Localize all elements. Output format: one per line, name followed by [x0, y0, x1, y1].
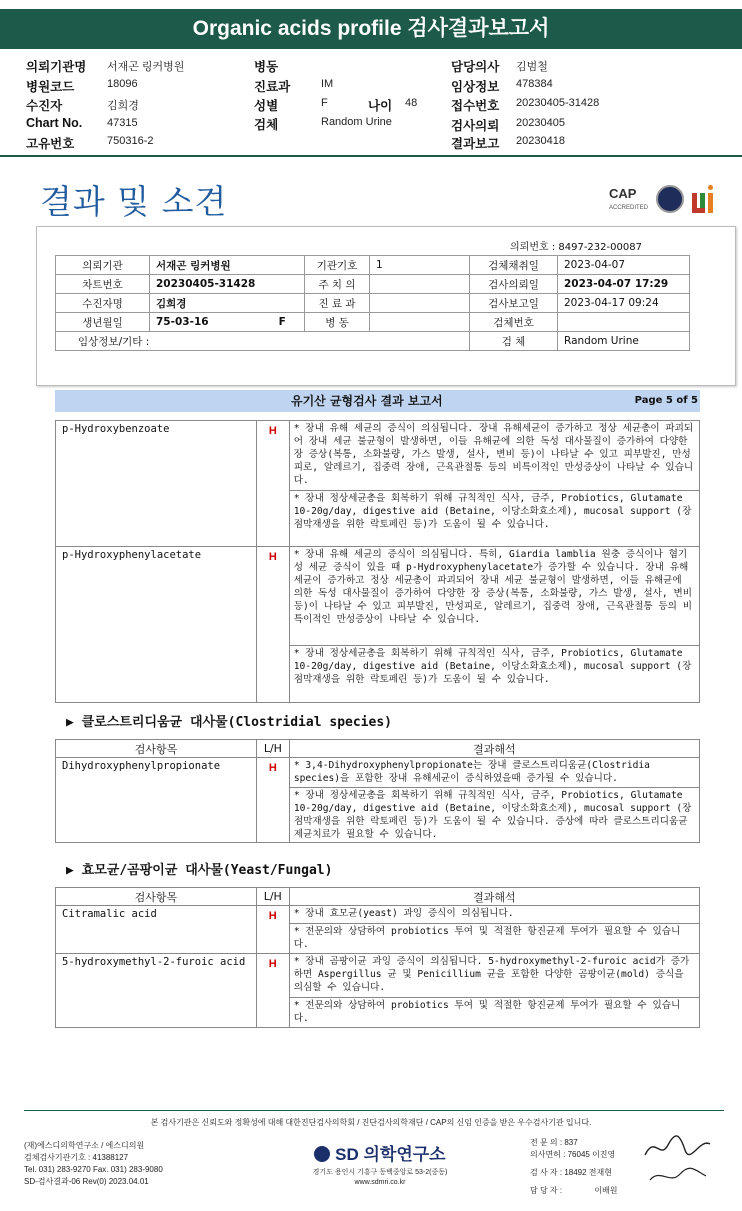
interpretation-text: * 장내 곰팡이균 과잉 증식이 의심됩니다. 5-hydroxymethyl-2-furoic acid가 증가하면 Aspergillus 균 및 Penicillium 균을 포함한 다양한 곰팡이균(mold) 증식을 의심할 수 있습니다. — [289, 954, 699, 998]
header-value: 김희경 — [107, 100, 139, 112]
age-value: 48 — [405, 97, 418, 109]
header-label: 접수번호 — [451, 99, 500, 113]
report-title: 유기산 균형검사 결과 보고서 — [291, 394, 443, 408]
clostridia-section-title: ▶ 클로스트리디움균 대사물(Clostridial species) — [66, 715, 392, 730]
recommendation-text: * 전문의와 상담하여 probiotics 투여 및 적절한 항진균제 투여가 필요할 수 있습니다. — [289, 998, 699, 1028]
header-value: 20230418 — [516, 135, 565, 147]
header-value: 47315 — [107, 117, 138, 129]
info-label: 주 치 의 — [305, 275, 370, 294]
header-divider — [0, 155, 742, 157]
col-header: L/H — [256, 888, 289, 906]
staff-value: 837 — [564, 1138, 578, 1147]
header-value: 750316-2 — [107, 135, 154, 147]
interpretation-text: * 장내 효모균(yeast) 과잉 증식이 의심됩니다. — [289, 906, 699, 924]
info-value: 20230405-31428 — [150, 275, 305, 294]
info-label: 수진자명 — [56, 294, 150, 313]
header-label: 임상정보 — [451, 80, 500, 94]
header-label: 수진자 — [26, 99, 63, 113]
signature-icon — [640, 1130, 720, 1190]
info-label: 기관기호 — [305, 256, 370, 275]
info-label: 생년월일 — [56, 313, 150, 332]
col-header: 결과해석 — [289, 888, 699, 906]
recommendation-text: * 장내 정상세균총을 회복하기 위해 규칙적인 식사, 금주, Probiotics, Glutamate 10-20g/day, digestive aid (Betaine, 이당소화효소제), mucosal support (장점막재생을 위한 락토페린 등)가 도움이 될 수 있습니다. — [289, 491, 699, 547]
recommendation-text: * 장내 정상세균총을 회복하기 위해 규칙적인 식사, 금주, Probiotics, Glutamate 10-20g/day, digestive aid (Betaine, 이당소화효소제), mucosal support (장점막재생을 위한 락토페린 등)가 도움이 될 수 있습니다. — [289, 646, 699, 703]
info-value: 2023-04-07 — [558, 256, 690, 275]
info-value — [370, 275, 470, 294]
age-label: 나이 — [368, 99, 393, 113]
page-indicator: Page 5 of 5 — [634, 395, 698, 406]
section-title: 결과 및 소견 — [40, 182, 228, 221]
header-label: 담당의사 — [451, 60, 500, 74]
info-label: 검사의뢰일 — [470, 275, 558, 294]
header-value: F — [321, 97, 328, 109]
col-header: 검사항목 — [56, 740, 257, 758]
flag-high: H — [256, 906, 289, 954]
interpretation-text: * 장내 유해 세균의 증식이 의심됩니다. 특히, Giardia lamblia 원충 증식이나 혐기성 세균 증식이 있을 때 p-Hydroxyphenylacetate가 증가할 수 있습니다. 장내 유해세균이 증가하고 정상 세균총이 파괴되어 장내 세균 불균형이 발생하면, 이들 유해균에 의한 독성 대사물질이 증가하여 다양한 장 증상(복통, 소화불량, 가스 발생, 설사, 변비 등)이 나타날 수 있고 피부발진, 만성피로, 알레르기, 집중력 장애, 근육관절통 등의 비특이적인 만성증상이 나타날 수 있습니다. — [289, 547, 699, 646]
sex-value: F — [278, 316, 286, 328]
header-value: 20230405-31428 — [516, 97, 600, 109]
header-value: 서재곤 링커병원 — [107, 61, 185, 73]
header-value: 478384 — [516, 78, 553, 90]
header-label: 검사의뢰 — [451, 119, 500, 133]
info-value: 김희경 — [150, 294, 305, 313]
brand-address: 경기도 용인시 기흥구 동백중앙로 53-2(중동) — [312, 1169, 448, 1176]
lab-info — [24, 1140, 163, 1188]
table-header — [56, 888, 700, 906]
recommendation-text: * 전문의와 상담하여 probiotics 투여 및 적절한 항진균제 투여가 필요할 수 있습니다. — [289, 924, 699, 954]
analyte-name: p-Hydroxybenzoate — [56, 421, 257, 547]
lab-name: (재)에스디의학연구소 / 에스디의원 — [24, 1141, 145, 1150]
table-row — [56, 547, 700, 646]
info-label: 병 동 — [305, 313, 370, 332]
yeast-section-title: ▶ 효모균/곰팡이균 대사물(Yeast/Fungal) — [66, 863, 333, 878]
analyte-name: Dihydroxyphenylpropionate — [56, 758, 257, 843]
info-label: 검 체 — [470, 332, 558, 351]
clinical-info: 임상정보/기타 : — [56, 332, 470, 351]
table-header — [56, 740, 700, 758]
staff-block: 전 문 의 : 837 의사면허 : 76045 이진영 검 사 자 : 18492 전재현 담 당 자 : 이배원 — [530, 1138, 618, 1195]
header-label: 고유번호 — [26, 137, 75, 151]
flag-high: H — [256, 547, 289, 703]
table-row — [56, 758, 700, 788]
info-label: 검체채취일 — [470, 256, 558, 275]
header-value: IM — [321, 78, 334, 90]
info-value — [558, 313, 690, 332]
patient-info-table — [55, 255, 690, 351]
info-value — [370, 313, 470, 332]
table-row — [56, 954, 700, 998]
staff-value: 18492 전재현 — [564, 1168, 612, 1177]
info-value — [370, 294, 470, 313]
yeast-table — [55, 887, 700, 1028]
info-label: 검사보고일 — [470, 294, 558, 313]
info-value: Random Urine — [558, 332, 690, 351]
header-value: 20230405 — [516, 117, 565, 129]
header-value: Random Urine — [321, 116, 392, 128]
analyte-name: Citramalic acid — [56, 906, 257, 954]
interpretation-text: * 장내 유해 세균의 증식이 의심됩니다. 장내 유해세균이 증가하고 정상 세균총이 파괴되어 장내 세균 불균형이 발생하면, 이들 유해균에 의한 독성 대사물질이 증가하여 다양한 장 증상(복통, 소화불량, 가스 발생, 설사, 변비 등)이 나타날 수 있고 피부발진, 만성피로, 알레르기, 집중력 장애, 근육관절통 등의 비특이적인 만성증상이 나타날 수 있습니다. — [289, 421, 699, 491]
info-label: 검체번호 — [470, 313, 558, 332]
info-value: 2023-04-07 17:29 — [558, 275, 690, 294]
clostridia-table — [55, 739, 700, 843]
info-label: 의뢰기관 — [56, 256, 150, 275]
info-value: 75-03-16 F — [150, 313, 305, 332]
col-header: L/H — [256, 740, 289, 758]
info-label: 진 료 과 — [305, 294, 370, 313]
flag-high: H — [256, 954, 289, 1028]
info-value: 서재곤 링커병원 — [150, 256, 305, 275]
interpretation-text: * 3,4-Dihydroxyphenylpropionate는 장내 클로스트리디움균(Clostridia species)을 포함한 장내 유해세균이 증식하였을때 증가될 수 있습니다. — [289, 758, 699, 788]
brand-url: www.sdmri.co.kr — [354, 1179, 406, 1186]
staff-value: 이배원 — [594, 1186, 618, 1195]
recommendation-text: * 장내 정상세균총을 회복하기 위해 규칙적인 식사, 금주, Probiotics, Glutamate 10-20g/day, digestive aid (Betaine, 이당소화효소제), mucosal support (장점막재생을 위한 락토페린 등)가 도움이 될 수 있습니다. 증상에 따라 클로스트리디움균 제균치료가 필요할 수 있습니다. — [289, 788, 699, 843]
header-label: 병원코드 — [26, 80, 75, 94]
header-label: 의뢰기관명 — [26, 60, 87, 74]
header-label: 병동 — [254, 60, 279, 74]
header-value: 김범철 — [516, 61, 548, 73]
header-label: Chart No. — [26, 116, 83, 130]
accreditation-logos — [609, 185, 718, 213]
flag-high: H — [256, 758, 289, 843]
analyte-name: 5-hydroxymethyl-2-furoic acid — [56, 954, 257, 1028]
flag-high: H — [256, 421, 289, 547]
header-label: 성별 — [254, 99, 279, 113]
form-id: SD-검사결과-06 Rev(0) 2023.04.01 — [24, 1177, 149, 1186]
header-value: 18096 — [107, 78, 138, 90]
report-banner: Organic acids profile 검사결과보고서 — [0, 9, 742, 49]
info-value: 2023-04-17 09:24 — [558, 294, 690, 313]
staff-value: 76045 이진영 — [567, 1150, 616, 1159]
lab-contact: Tel. 031) 283-9270 Fax. 031) 283-9080 — [24, 1165, 163, 1174]
col-header: 결과해석 — [289, 740, 699, 758]
seal-icon — [656, 185, 684, 213]
footer-divider — [24, 1110, 724, 1111]
cap-logo: CAP ACCREDITED — [608, 185, 648, 211]
brand-icon — [314, 1146, 330, 1162]
info-label: 차트번호 — [56, 275, 150, 294]
accreditation-notice: 본 검사기관은 신뢰도와 정확성에 대해 대한진단검사의학회 / 진단검사의학재단 / CAP의 신임 인증을 받은 우수검사기관 입니다. — [150, 1118, 592, 1127]
request-number: 의뢰번호 : 8497-232-00087 — [510, 242, 642, 253]
brand-block — [305, 1140, 455, 1186]
col-header: 검사항목 — [56, 888, 257, 906]
results-table — [55, 420, 700, 703]
header-label: 검체 — [254, 118, 279, 132]
report-title-bar — [55, 390, 700, 412]
analyte-name: p-Hydroxyphenylacetate — [56, 547, 257, 703]
lli-logo-icon — [692, 185, 718, 213]
info-value: 1 — [370, 256, 470, 275]
header-label: 결과보고 — [451, 137, 500, 151]
brand-logo: SD 의학연구소 — [305, 1140, 455, 1165]
table-row — [56, 421, 700, 491]
header-label: 진료과 — [254, 80, 291, 94]
table-row — [56, 906, 700, 924]
lab-code: 검체검사기관기호 : 41388127 — [24, 1153, 129, 1162]
